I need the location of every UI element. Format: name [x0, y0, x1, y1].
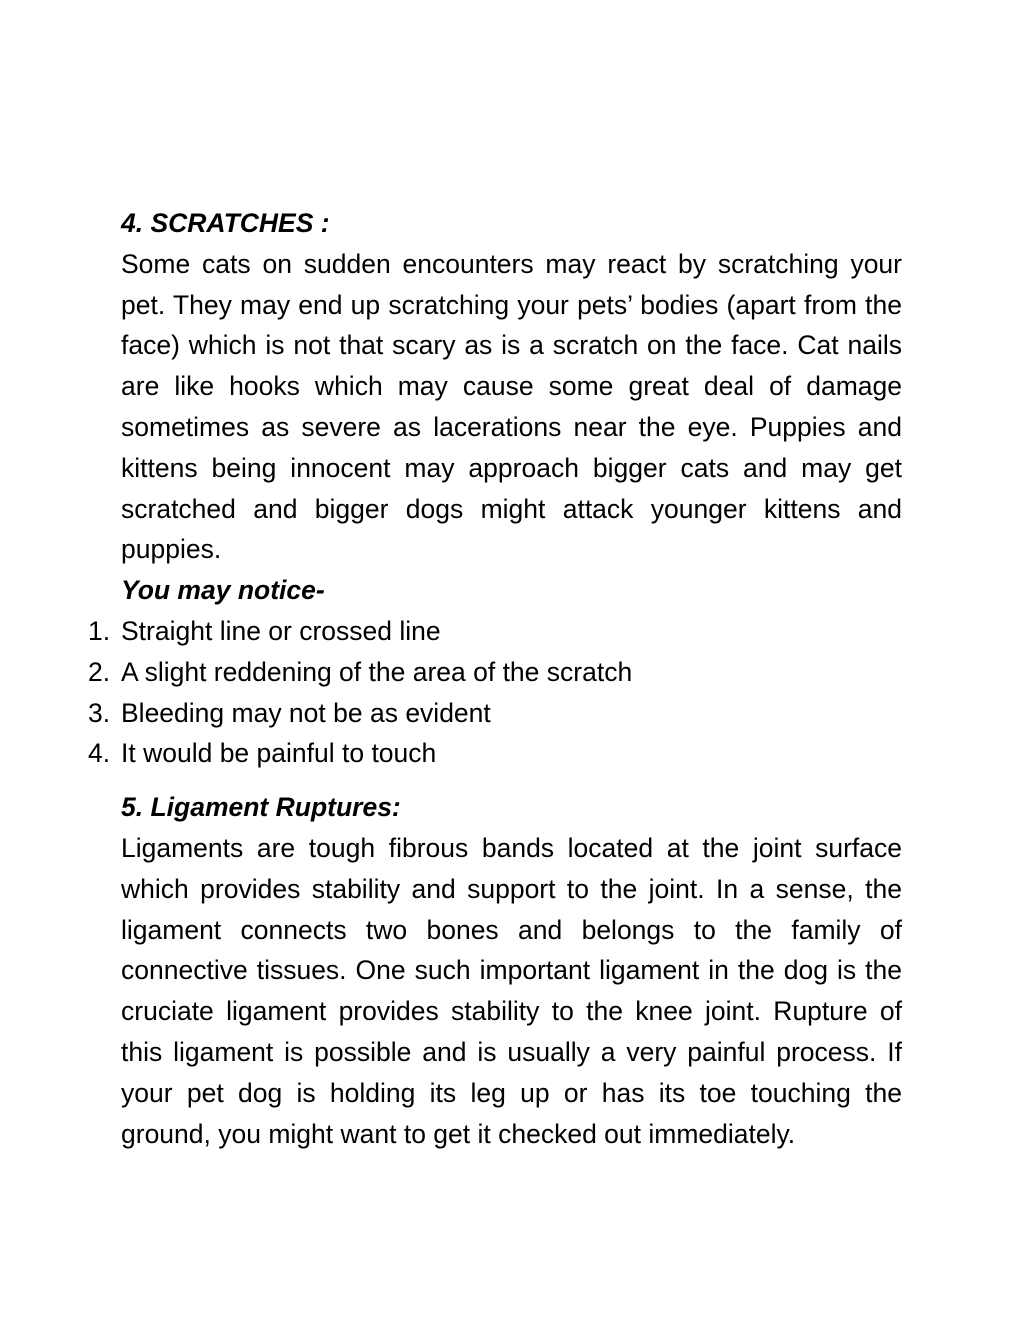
section-heading: 4. SCRATCHES :: [121, 208, 330, 238]
list-item-text: It would be painful to touch: [121, 738, 437, 769]
list-item-number: 3.: [88, 697, 111, 728]
symptom-list: [88, 611, 902, 774]
list-item-number: 2.: [88, 656, 111, 687]
list-item-number: 4.: [88, 738, 111, 769]
notice-subheading: You may notice-: [121, 575, 325, 606]
document-page: [88, 203, 902, 1154]
section-paragraph: Some cats on sudden encounters may react by scratching your pet. They may end up scratching your pets’ bodies (apart from the face) which is not that scary as is a scratch on the face. Cat nails are like hooks which may cause some great deal of damage sometimes as severe as lacerations near the eye. Puppies and kittens being innocent may approach bigger cats and may get scratched and bigger dogs might attack younger kittens and puppies.: [121, 248, 902, 565]
list-item-text: Straight line or crossed line: [121, 615, 441, 646]
section-spacer: [121, 774, 902, 787]
list-item-text: A slight reddening of the area of the scratch: [121, 656, 633, 687]
list-item: [88, 652, 902, 693]
section-ligament-ruptures: [121, 787, 902, 1154]
list-item: [88, 733, 902, 774]
list-item: [88, 693, 902, 734]
section-heading: 5. Ligament Ruptures:: [121, 792, 401, 823]
list-item-number: 1.: [88, 615, 111, 646]
list-item: [88, 611, 902, 652]
section-scratches: [88, 203, 902, 774]
section-paragraph: Ligaments are tough fibrous bands located at the joint surface which provides stability and support to the joint. In a sense, the ligament connects two bones and belongs to the family of connective tissues. One such important ligament in the dog is the cruciate ligament provides stability to the knee joint. Rupture of this ligament is possible and is usually a very painful process. If your pet dog is holding its leg up or has its toe touching the ground, you might want to get it checked out immediately.: [121, 832, 902, 1149]
list-item-text: Bleeding may not be as evident: [121, 697, 491, 728]
